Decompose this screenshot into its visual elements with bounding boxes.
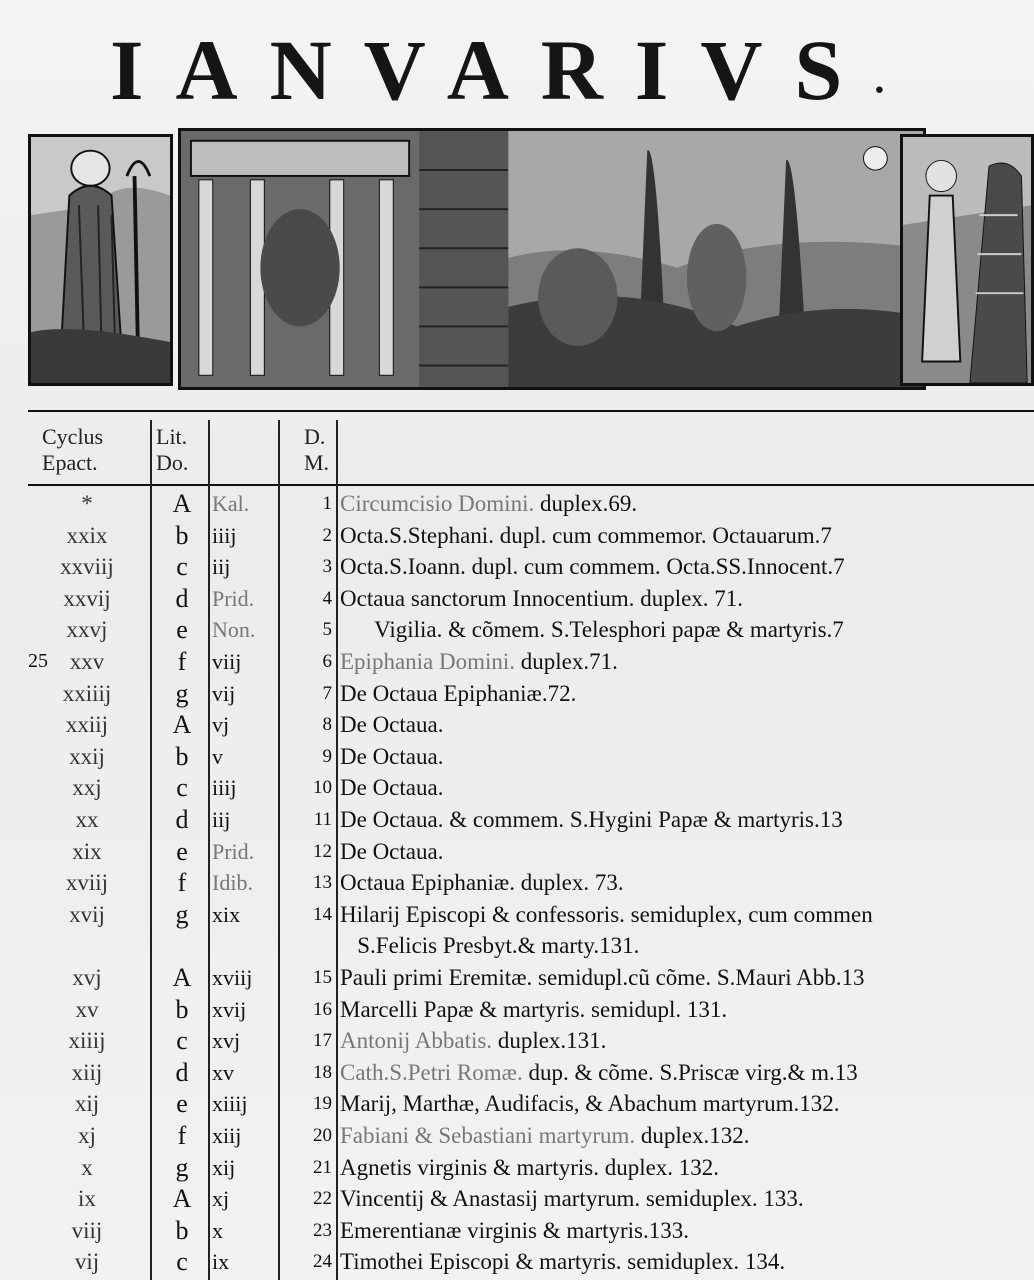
calendar-row: [28, 772, 1034, 803]
day-number-cell: 8: [322, 714, 332, 736]
feast-cell: [340, 804, 1034, 835]
epact-cell: xxvj: [66, 617, 108, 643]
dominical-letter-cell: g: [175, 1152, 189, 1182]
epact-cell: xv: [75, 996, 99, 1022]
feast-name: Circumcisio Domini.: [340, 491, 535, 516]
day-number-cell: 16: [313, 998, 332, 1020]
feast-cell: [340, 488, 1034, 519]
feast-cell: [340, 520, 1034, 551]
day-number-cell: 14: [313, 903, 332, 925]
feast-cell: [340, 994, 1034, 1025]
dominical-letter-cell: b: [175, 1215, 189, 1245]
day-number-cell: 24: [313, 1251, 332, 1273]
epact-cell: xiij: [71, 1059, 103, 1085]
feast-name: Agnetis virginis & martyris.: [340, 1154, 599, 1180]
day-number-cell: 19: [313, 1093, 332, 1115]
feast-cell: [340, 1183, 1034, 1214]
feast-rank: semiduplex, cum commen: [630, 901, 873, 927]
dominical-letter-cell: f: [177, 868, 187, 898]
feast-cell: [340, 709, 1034, 740]
roman-date-cell: x: [212, 1217, 223, 1243]
epact-cell: xvj: [72, 965, 102, 990]
roman-date-cell: xiij: [212, 1123, 242, 1148]
calendar-row: [28, 646, 1034, 677]
dominical-letter-cell: g: [175, 678, 189, 708]
calendar-row: [28, 678, 1034, 709]
feast-name: Octa.S.Stephani.: [340, 522, 494, 548]
calendar-row: [28, 583, 1034, 614]
day-number-cell: 20: [313, 1125, 332, 1146]
day-number-cell: 3: [322, 556, 332, 578]
dominical-letter-cell: A: [172, 489, 192, 518]
day-number-cell: 22: [313, 1188, 332, 1210]
calendar-row: [28, 1088, 1034, 1119]
epact-cell: xxiij: [65, 712, 109, 738]
feast-rank: duplex.71.: [520, 649, 618, 674]
dominical-letter-cell: d: [175, 583, 189, 613]
epact-cell: xij: [74, 1091, 100, 1117]
feast-name: Vincentij & Anastasij martyrum.: [340, 1186, 641, 1212]
calendar-row: [28, 899, 1034, 930]
header-dm-line1: D.: [304, 424, 326, 449]
feast-cell: [340, 678, 1034, 709]
feast-name: De Octaua.: [340, 775, 444, 801]
feast-rank: duplex. 71.: [640, 585, 744, 611]
feast-name: De Octaua.: [340, 743, 444, 769]
roman-date-cell: xvij: [212, 996, 247, 1022]
dominical-letter-cell: c: [176, 1247, 188, 1277]
epact-cell: xvij: [69, 901, 105, 927]
dominical-letter-cell: f: [177, 1121, 187, 1150]
day-number-cell: 23: [313, 1219, 332, 1241]
calendar-row: [28, 994, 1034, 1025]
calendar-row: [28, 1120, 1034, 1151]
calendar-row: [28, 1025, 1034, 1056]
epact-cell: xj: [78, 1123, 96, 1148]
calendar-row: [28, 1152, 1034, 1183]
dominical-letter-cell: e: [176, 615, 188, 645]
feast-cell: [340, 551, 1034, 582]
feast-cell: [340, 867, 1034, 898]
roman-date-cell: xiiij: [212, 1091, 248, 1117]
day-number-cell: 10: [313, 777, 332, 799]
day-number-cell: 4: [322, 587, 332, 609]
calendar-row: [28, 1057, 1034, 1088]
feast-cell: [340, 646, 1034, 677]
month-title-text: IANVARIVS: [110, 22, 875, 118]
header-top-rule: [28, 410, 1034, 412]
day-number-cell: 15: [313, 967, 332, 988]
header-bottom-rule: [28, 484, 1034, 486]
feast-rank: semidupl.cũ cõme. S.Mauri Abb.13: [538, 965, 865, 990]
calendar-row: [28, 741, 1034, 772]
epact-cell: *: [81, 491, 93, 516]
calendar-row: [28, 836, 1034, 867]
header-epact-line2: Epact.: [42, 450, 98, 475]
epact-cell: xxv: [69, 649, 105, 674]
day-number-cell: 18: [313, 1061, 332, 1083]
roman-date-cell: iij: [212, 554, 231, 580]
feast-name: Cath.S.Petri Romæ.: [340, 1059, 523, 1085]
calendar-row: [28, 1215, 1034, 1246]
dominical-letter-cell: b: [175, 741, 189, 771]
feast-rank: dupl. cum commem. Octa.SS.Innocent.7: [471, 554, 845, 580]
feast-name: Emerentianæ virginis & martyris.133.: [340, 1217, 689, 1243]
calendar-row: [28, 1246, 1034, 1277]
roman-date-cell: ix: [212, 1249, 230, 1275]
calendar-row: [28, 962, 1034, 993]
header-dm: [304, 424, 329, 476]
dominical-letter-cell: f: [177, 647, 187, 676]
feast-name: De Octaua.: [340, 712, 444, 738]
dominical-letter-cell: A: [172, 963, 192, 992]
roman-date-cell: iij: [212, 807, 231, 832]
feast-cell: [340, 741, 1034, 772]
feast-cell: [340, 930, 1034, 961]
feast-cell: [340, 614, 1034, 645]
feast-cell: [340, 1120, 1034, 1151]
feast-rank: semiduplex. 133.: [645, 1186, 804, 1212]
calendar-row: [28, 488, 1034, 519]
feast-rank: duplex.132.: [640, 1123, 750, 1148]
feast-name: Octa.S.Ioann.: [340, 554, 466, 580]
dominical-letter-cell: b: [175, 520, 189, 550]
dominical-letter-cell: g: [175, 899, 189, 929]
woodcut-saint-left: [28, 134, 173, 386]
feast-cell: [340, 1152, 1034, 1183]
feast-rank: semiduplex. 134.: [627, 1249, 786, 1275]
header-lit-line2: Do.: [156, 450, 189, 475]
feast-rank: duplex.131.: [497, 1028, 607, 1054]
feast-rank: duplex. 132.: [604, 1154, 720, 1180]
woodcut-main-scene: [178, 128, 926, 390]
day-number-cell: 1: [322, 493, 332, 514]
feast-name: S.Felicis Presbyt.& marty.131.: [340, 933, 640, 959]
feast-cell: [340, 583, 1034, 614]
roman-date-cell: vj: [212, 712, 230, 738]
epact-cell: xiiij: [68, 1028, 106, 1054]
roman-date-cell: xj: [212, 1186, 230, 1212]
feast-rank: dup. & cõme. S.Priscæ virg.& m.13: [528, 1059, 858, 1085]
dominical-letter-cell: e: [176, 836, 188, 866]
feast-name: Octaua Epiphaniæ.: [340, 870, 516, 896]
dominical-letter-cell: c: [176, 773, 188, 803]
epact-cell: x: [81, 1154, 93, 1180]
day-number-cell: 17: [313, 1030, 332, 1052]
feast-name: Timothei Episcopi & martyris.: [340, 1249, 622, 1275]
roman-date-cell: xij: [212, 1154, 236, 1180]
dominical-letter-cell: d: [175, 805, 189, 834]
roman-date-cell: viij: [212, 649, 242, 674]
calendar-table: [28, 400, 1034, 1280]
feast-cell: [340, 836, 1034, 867]
feast-name: Marcelli Papæ & martyris.: [340, 996, 586, 1022]
roman-date-cell: Kal.: [212, 491, 250, 516]
feast-cell: [340, 1088, 1034, 1119]
day-number-cell: 6: [322, 651, 332, 672]
roman-date-cell: xvj: [212, 1028, 241, 1054]
epact-cell: xxiiij: [62, 680, 112, 706]
roman-date-cell: xviij: [212, 965, 253, 990]
feast-cell: [340, 1025, 1034, 1056]
woodcut-band: [28, 128, 1034, 390]
header-lit-line1: Lit.: [156, 424, 188, 449]
header-epact-line1: Cyclus: [42, 424, 104, 449]
feast-name: Hilarij Episcopi & confessoris.: [340, 901, 625, 927]
roman-date-cell: v: [212, 743, 223, 769]
roman-date-cell: Prid.: [212, 585, 255, 611]
day-number-cell: 21: [313, 1156, 332, 1178]
epact-cell: xviij: [65, 870, 109, 896]
feast-cell: [340, 899, 1034, 930]
roman-date-cell: iiij: [212, 522, 237, 548]
dominical-letter-cell: c: [176, 552, 188, 582]
dominical-letter-cell: A: [172, 710, 192, 740]
feast-cell: [340, 962, 1034, 993]
epact-cell: viij: [71, 1217, 103, 1243]
feast-name: De Octaua.: [340, 838, 444, 864]
epact-cell: xxvij: [63, 585, 111, 611]
epact-cell: xxj: [72, 775, 102, 801]
feast-name: Epiphania Domini.: [340, 649, 516, 674]
feast-name: Octaua sanctorum Innocentium.: [340, 585, 635, 611]
feast-rank: & cõmem. S.Telesphori papæ & martyris.7: [448, 617, 844, 643]
month-title-dot: .: [874, 56, 917, 102]
header-epact: [42, 424, 103, 476]
feast-name: Fabiani & Sebastiani martyrum.: [340, 1123, 636, 1148]
day-number-cell: 13: [313, 872, 332, 894]
feast-rank: semidupl. 131.: [591, 996, 728, 1022]
epact-cell: xxix: [66, 522, 108, 548]
epact-cell: xxij: [69, 743, 105, 769]
header-dm-line2: M.: [304, 450, 330, 475]
calendar-row: [28, 520, 1034, 551]
day-number-cell: 7: [322, 682, 332, 704]
day-number-cell: 11: [313, 809, 332, 830]
dominical-letter-cell: A: [172, 1184, 192, 1214]
roman-date-cell: Non.: [212, 617, 256, 643]
roman-date-cell: Idib.: [212, 870, 253, 896]
margin-number: 25: [28, 650, 48, 672]
feast-cell: [340, 772, 1034, 803]
feast-name: Marij, Marthæ, Audifacis, & Abachum martyrum.132.: [340, 1091, 840, 1117]
calendar-row: [28, 1183, 1034, 1214]
feast-cell: [340, 1246, 1034, 1277]
dominical-letter-cell: b: [175, 994, 189, 1024]
epact-cell: xx: [75, 807, 99, 832]
feast-rank: dupl. cum commemor. Octauarum.7: [499, 522, 832, 548]
calendar-row: [28, 930, 1034, 961]
roman-date-cell: xv: [212, 1059, 234, 1085]
feast-name: De Octaua.: [340, 807, 444, 832]
month-title: [110, 20, 1010, 120]
epact-cell: xxviij: [60, 554, 114, 580]
day-number-cell: 2: [322, 524, 332, 546]
calendar-row: [28, 551, 1034, 582]
feast-rank: & commem. S.Hygini Papæ & martyris.13: [449, 807, 843, 832]
epact-cell: xix: [72, 838, 102, 864]
epact-cell: vij: [74, 1249, 100, 1275]
day-number-cell: 9: [322, 745, 332, 767]
dominical-letter-cell: d: [175, 1057, 189, 1087]
header-lit: [156, 424, 188, 476]
roman-date-cell: xix: [212, 901, 241, 927]
day-number-cell: 12: [313, 840, 332, 862]
day-number-cell: 5: [322, 619, 332, 641]
woodcut-saint-right: [900, 134, 1034, 386]
calendar-row: [28, 614, 1034, 645]
epact-cell: ix: [78, 1186, 96, 1212]
dominical-letter-cell: e: [176, 1089, 188, 1119]
roman-date-cell: iiij: [212, 775, 237, 801]
feast-rank: duplex.69.: [539, 491, 638, 516]
feast-rank: duplex. 73.: [520, 870, 624, 896]
feast-cell: [340, 1057, 1034, 1088]
dominical-letter-cell: c: [176, 1026, 188, 1056]
feast-name: De Octaua Epiphaniæ.72.: [340, 680, 577, 706]
calendar-row: [28, 867, 1034, 898]
roman-date-cell: vij: [212, 680, 236, 706]
roman-date-cell: Prid.: [212, 838, 255, 864]
calendar-row: [28, 709, 1034, 740]
feast-name: Pauli primi Eremitæ.: [340, 965, 533, 990]
feast-cell: [340, 1215, 1034, 1246]
feast-name: Vigilia.: [340, 617, 443, 643]
feast-name: Antonij Abbatis.: [340, 1028, 493, 1054]
calendar-row: [28, 804, 1034, 835]
